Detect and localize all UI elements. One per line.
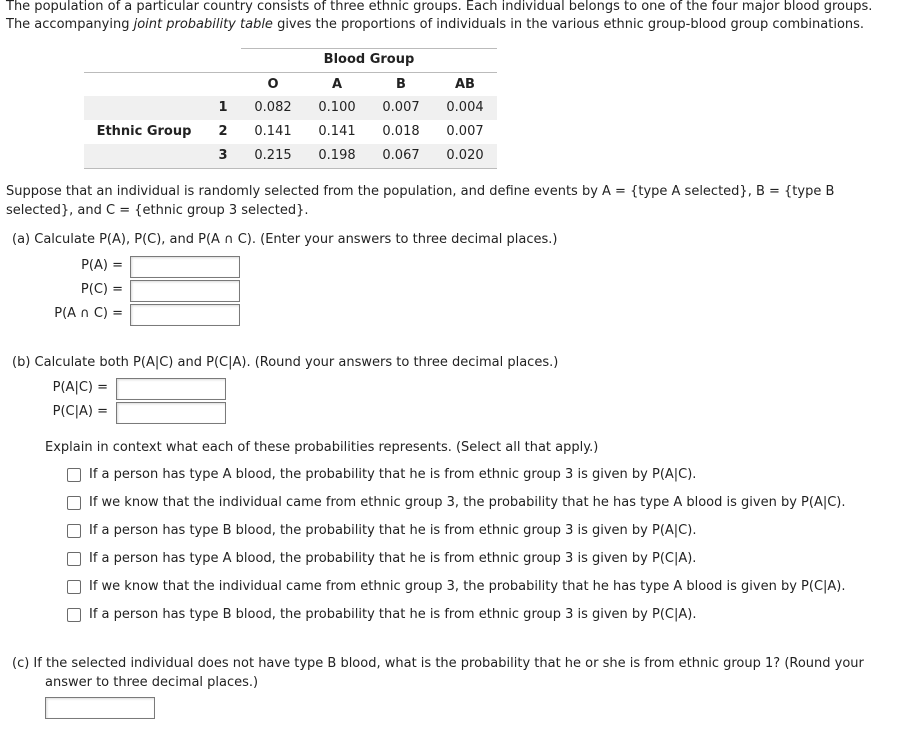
table-top-rule [241,48,497,49]
pa-and-c-input[interactable] [130,304,240,326]
part-b-explain: Explain in context what each of these probabilities represents. (Select all that apply.) [45,440,599,455]
row-header-ethnic-group: Ethnic Group [96,124,192,139]
intro-emphasis: joint probability table [133,17,273,32]
table-cell: 0.141 [254,124,292,139]
col-header-b: B [396,77,406,92]
row-label-1: 1 [218,100,228,115]
option-2-label[interactable]: If we know that the individual came from ethnic group 3, the probability that he has type A blood is given by P(A|C). [89,495,846,510]
table-cell: 0.198 [318,148,356,163]
option-6-checkbox[interactable] [67,608,81,622]
table-cell: 0.082 [254,100,292,115]
pa-given-c-input[interactable] [116,378,226,400]
pa-input[interactable] [130,256,240,278]
table-cell: 0.007 [382,100,420,115]
part-c-prompt-line-2: answer to three decimal places.) [45,675,259,690]
part-b-label-pca: P(C|A) = [52,404,108,419]
question-line-2: selected}, and C = {ethnic group 3 selected}. [6,203,309,218]
part-c-input[interactable] [45,697,155,719]
table-cell: 0.100 [318,100,356,115]
table-cell: 0.215 [254,148,292,163]
option-2-checkbox[interactable] [67,496,81,510]
row-label-3: 3 [218,148,228,163]
option-3-label[interactable]: If a person has type B blood, the probability that he is from ethnic group 3 is given by P(A|C). [89,523,697,538]
table-title: Blood Group [323,52,415,67]
question-line-1: Suppose that an individual is randomly selected from the population, and define events by A = {type A selected}, B = {type B [6,184,835,199]
option-6-label[interactable]: If a person has type B blood, the probability that he is from ethnic group 3 is given by P(C|A). [89,607,697,622]
joint-probability-table [84,48,497,172]
part-b-prompt: (b) Calculate both P(A|C) and P(C|A). (Round your answers to three decimal places.) [12,355,559,370]
table-cell: 0.018 [382,124,420,139]
table-bottom-rule [84,168,497,169]
part-a-label-pa: P(A) = [81,258,123,273]
part-b-label-pac: P(A|C) = [52,380,108,395]
table-cell: 0.067 [382,148,420,163]
option-4-label[interactable]: If a person has type A blood, the probability that he is from ethnic group 3 is given by P(C|A). [89,551,697,566]
col-header-ab: AB [455,77,475,92]
row-label-2: 2 [218,124,228,139]
option-4-checkbox[interactable] [67,552,81,566]
option-5-label[interactable]: If we know that the individual came from ethnic group 3, the probability that he has type A blood is given by P(C|A). [89,579,846,594]
part-a-label-pac: P(A ∩ C) = [54,306,123,321]
intro-line-2-post: gives the proportions of individuals in the various ethnic group-blood group combinations. [272,17,865,32]
intro-text [6,0,872,34]
intro-line-1: The population of a particular country consists of three ethnic groups. Each individual belongs to one of the four major blood groups. [6,0,873,14]
option-1-label[interactable]: If a person has type A blood, the probability that he is from ethnic group 3 is given by P(A|C). [89,467,697,482]
part-c-prompt-line-1: (c) If the selected individual does not have type B blood, what is the probability that he or she is from ethnic group 1? (Round your [12,656,864,671]
intro-line-2-pre: The accompanying [6,17,134,32]
table-cell: 0.020 [446,148,484,163]
pc-given-a-input[interactable] [116,402,226,424]
part-a-prompt: (a) Calculate P(A), P(C), and P(A ∩ C). (Enter your answers to three decimal places.) [12,232,558,247]
col-header-a: A [331,77,343,92]
table-cell: 0.007 [446,124,484,139]
pc-input[interactable] [130,280,240,302]
table-header-rule [84,72,497,73]
table-cell: 0.004 [446,100,484,115]
option-1-checkbox[interactable] [67,468,81,482]
table-cell: 0.141 [318,124,356,139]
intro-line-2 [6,16,872,34]
col-header-o: O [267,77,279,92]
part-a-label-pc: P(C) = [80,282,123,297]
option-3-checkbox[interactable] [67,524,81,538]
option-5-checkbox[interactable] [67,580,81,594]
